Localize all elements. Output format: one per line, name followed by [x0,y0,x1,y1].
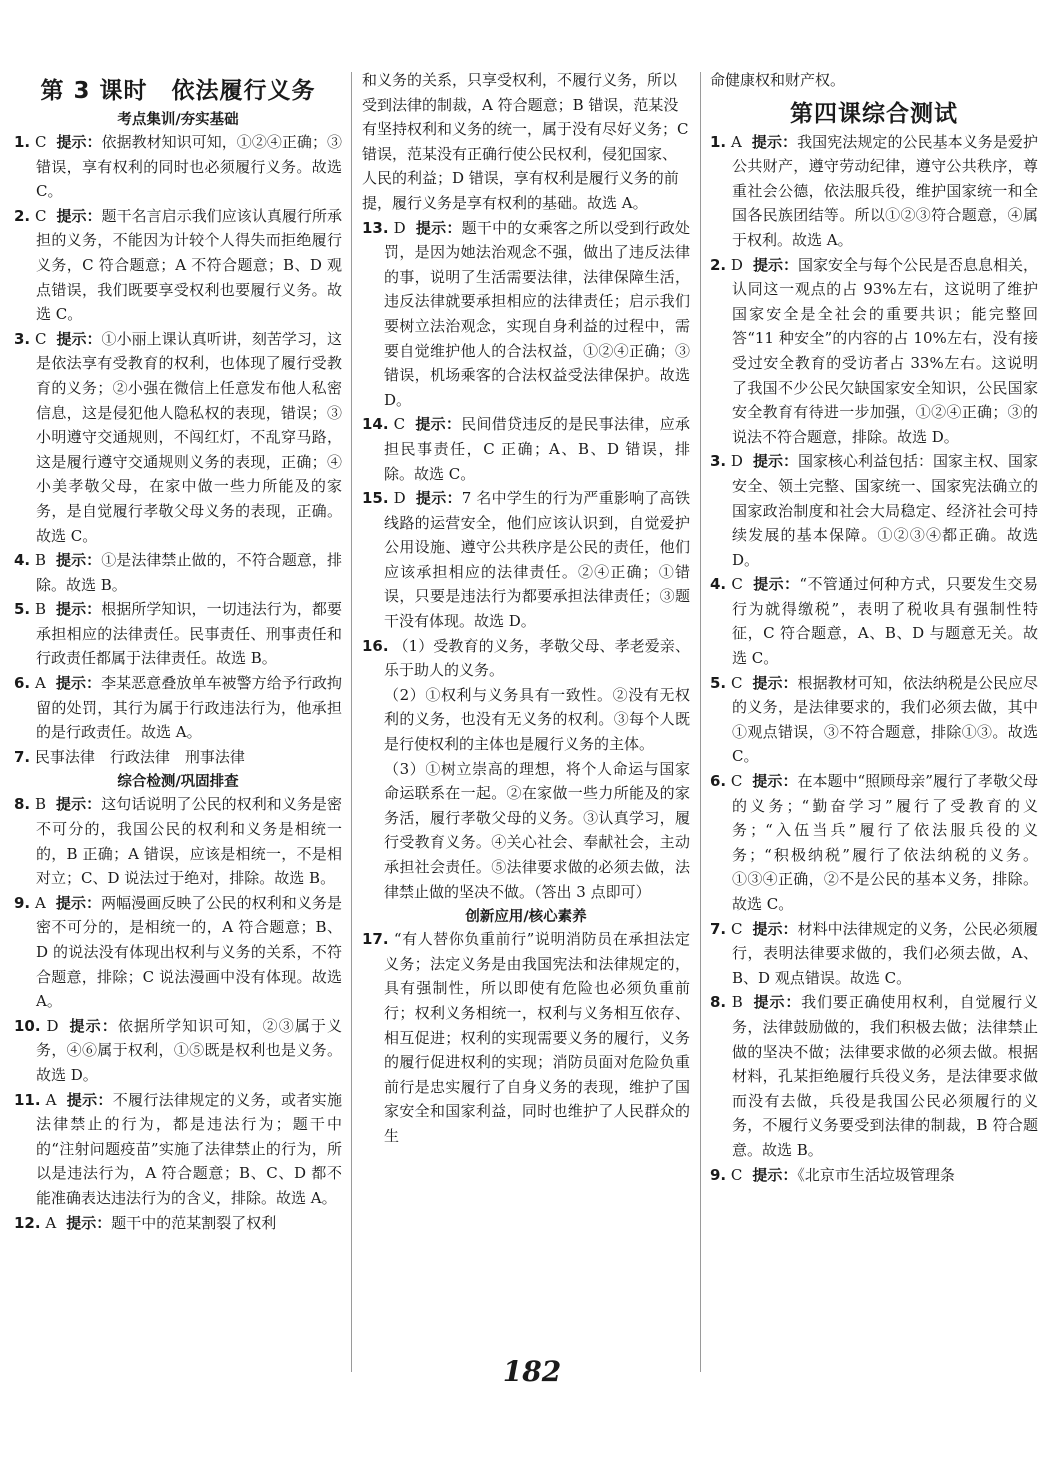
column-2 [362,68,690,1149]
hint-label: 提示： [751,132,798,151]
question-number: 8. [710,993,727,1012]
answer-item [710,572,1038,670]
explanation-text: ①是法律禁止做的，不符合题意，排除。故选 B。 [36,551,342,594]
question-number: 2. [710,255,727,274]
answer-list-innovation [362,927,690,1148]
question-number: 17. [362,930,389,949]
explanation-text: 我国宪法规定的公民基本义务是爱护公共财产，遵守劳动纪律，遵守公共秩序，尊重社会公德，依法服兵役，维护国家统一和全国各民族团结等。所以①②③符合题意，④属于权利。故选 A。 [732,132,1038,249]
answer-choice: D [393,218,406,237]
continued-answer-17: 命健康权和财产权。 [710,71,846,89]
hint-label: 提示： [752,772,798,791]
question-number: 14. [362,415,389,434]
explanation-text: 不履行法律规定的义务，或者实施法律禁止的行为，都是违法行为；题干中的“注射问题疫苗”实施了法律禁止的行为，所以是违法行为，A 符合题意；B、C、D 都不能准确表达违法行为的含义，排除。故选 A。 [36,1090,342,1207]
explanation-text: 民间借贷违反的是民事法律，应承担民事责任，C 正确；A、B、D 错误，排除。故选 C。 [384,415,690,483]
question-number: 8. [14,795,31,814]
question-number: 7. [14,747,31,766]
answer-choice: B [731,993,743,1012]
question-number: 4. [710,575,727,594]
answer-choice: D [730,452,743,471]
hint-label: 提示： [56,133,102,151]
question-number: 11. [14,1090,41,1109]
question-number: 3. [14,329,31,348]
question-number: 12. [14,1213,41,1232]
answer-choice: C [730,772,743,791]
explanation-text: 题干名言启示我们应该认真履行所承担的义务，不能因为计较个人得失而拒绝履行义务，C 符合题意；A 不符合题意；B、D 观点错误，我们既要享受权利也要履行义务。故选 C。 [36,206,342,324]
question-number: 10. [14,1016,41,1035]
hint-label: 提示： [66,1090,113,1109]
hint-label: 提示： [56,551,102,570]
question-number: 13. [362,218,389,237]
question-number: 6. [14,674,31,693]
explanation-text: 题干中的女乘客之所以受到行政处罚，是因为她法治观念不强，做出了违反法律的事，说明了生活需要法律，法律保障生活，违反法律就要承担相应的法律责任；启示我们要树立法治观念，实现自身利益的过程中，需要自觉维护他人的合法权益，①②④正确；③错误，机场乘客的合法权益受法律保护。故选 D。 [384,218,690,409]
continued-answer-12: 和义务的关系，只享受权利，不履行义务，所以受到法律的制裁，A 符合题意；B 错误，范某没有坚持权利和义务的统一，属于没有尽好义务；C 错误，范某没有正确行使公民权利，侵犯国家、人民的利益；D 错误，享有权利是履行义务的前提，履行义务是享有权利的基础。故选 A。 [362,71,689,212]
answer-item [710,990,1038,1162]
explanation-text: “不管通过何种方式，只要发生交易行为就得缴税”，表明了税收具有强制性特征，C 符合题意，A、B、D 与题意无关。故选 C。 [732,575,1038,668]
answer-choice: C [34,133,47,151]
answer-choice: A [34,674,46,693]
answer-item [362,634,690,683]
answer-item [14,130,342,204]
page-number: 182 [502,1355,562,1388]
question-number: 4. [14,551,31,570]
hint-label: 提示： [415,415,462,434]
q16-part-2: （2）①权利与义务具有一致性。②没有无权利的义务，也没有无义务的权利。③每个人既是行使权利的主体也是履行义务的主体。 [384,685,690,754]
answer-item [14,1014,342,1088]
explanation-text: 依据教材知识可知，①②④正确；③错误，享有权利的同时也必须履行义务。故选 C。 [36,133,342,201]
answer-item [710,253,1038,450]
answer-item [14,327,342,548]
answer-list-col2 [362,216,690,683]
answer-choice: A [730,132,742,151]
explanation-text: 民事法律 行政法律 刑事法律 [34,747,245,766]
answer-choice: C [393,415,406,434]
question-number: 6. [710,772,727,791]
answer-item [710,130,1038,253]
answer-choice: C [731,575,743,594]
hint-label: 提示： [415,218,462,237]
answer-choice: D [46,1016,59,1035]
hint-label: 提示： [56,600,102,619]
hint-label: 提示： [56,795,102,814]
answer-list-review [14,792,342,1235]
explanation-text: 《北京市生活垃圾管理条 [797,1165,955,1184]
explanation-text: 李某恶意叠放单车被警方给予行政拘留的处罚，其行为属于行政违法行为，他承担的是行政责任。故选 A。 [36,674,342,742]
answer-choice: B [34,551,46,570]
answer-item [14,204,342,327]
hint-label: 提示： [752,673,798,692]
explanation-text: 7 名中学生的行为严重影响了高铁线路的运营安全，他们应该认识到，自觉爱护公用设施、遵守公共秩序是公民的责任，他们应该承担相应的法律责任。②④正确；①错误，只要是违法行为都要承担法律责任；③题干没有体现。故选 D。 [384,489,690,631]
answer-item [362,927,690,1148]
answer-item [14,597,342,671]
explanation-text: 题干中的范某割裂了权利 [111,1213,277,1232]
hint-label: 提示： [56,206,102,225]
explanation-text: 材料中法律规定的义务，公民必须履行，表明法律要求做的，我们必须去做，A、B、D 观点错误。故选 C。 [732,919,1038,987]
explanation-text: （1）受教育的义务，孝敬父母、孝老爱亲、乐于助人的义务。 [384,636,690,680]
answer-item [14,548,342,597]
hint-label: 提示： [752,919,798,938]
question-number: 2. [14,206,31,225]
question-number: 9. [14,893,31,912]
answer-choice: C [730,1165,743,1184]
answer-item [14,671,342,745]
answer-choice: B [34,600,46,619]
chapter-test-title: 第四课综合测试 [790,100,958,127]
answer-item [710,769,1038,917]
hint-label: 提示： [752,575,800,594]
hint-label: 提示： [752,993,802,1012]
explanation-text: ①小丽上课认真听讲，刻苦学习，这是依法享有受教育的权利，也体现了履行受教育的义务；②小强在微信上任意发布他人私密信息，这是侵犯他人隐私权的表现，错误；③小明遵守交通规则，不闯红灯，不乱穿马路，这是履行遵守交通规则义务的表现，正确；④小美孝敬父母，在家中做一些力所能及的家务，是自觉履行孝敬父母义务的表现，正确。故选 C。 [36,329,342,545]
question-number: 16. [362,636,389,655]
q16-part-3: （3）①树立崇高的理想，将个人命运与国家命运联系在一起。②在家做一些力所能及的家务活，履行孝敬父母的义务。③认真学习，履行受教育义务。④关心社会、奉献社会，主动承担社会责任。⑤法律要求做的必须去做，法律禁止做的坚决不做。（答出 3 点即可） [384,759,690,901]
explanation-text: 两幅漫画反映了公民的权利和义务是密不可分的，是相统一的，A 符合题意；B、D 的说法没有体现出权利与义务的关系，不符合题意，排除；C 说法漫画中没有体现。故选 A。 [36,893,342,1011]
question-number: 9. [710,1165,727,1184]
answer-item [14,1088,342,1211]
hint-label: 提示： [66,1213,112,1232]
section-heading-review: 综合检测/巩固排查 [117,774,239,791]
answer-item [710,1163,1038,1188]
answer-choice: D [393,489,406,508]
answer-choice: A [45,1090,57,1109]
answer-choice: B [34,795,46,814]
section-heading-innovation: 创新应用/核心素养 [465,909,587,926]
answer-item [14,1211,342,1236]
lesson-title: 第 3 课时 依法履行义务 [40,78,316,104]
answer-choice: C [34,329,47,348]
question-number: 5. [14,600,31,619]
hint-label: 提示： [55,893,102,912]
answer-list-chapter-test [710,130,1038,1188]
question-number: 15. [362,489,389,508]
explanation-text: 根据所学知识，一切违法行为，都要承担相应的法律责任。民事责任、刑事责任和行政责任都属于法律责任。故选 B。 [36,600,342,668]
answer-choice: A [34,893,46,912]
answer-choice: A [45,1213,57,1232]
explanation-text: “有人替你负重前行”说明消防员在承担法定义务；法定义务是由我国宪法和法律规定的，具有强制性，所以即使有危险也必须负重前行；权利义务相统一，权利与义务相互依存、相互促进；权利的实现需要义务的履行，义务的履行促进权利的实现；消防员面对危险负重前行是忠实履行了自身义务的表现，维护了国家安全和国家利益，同时也维护了人民群众的生 [384,930,690,1145]
column-divider-left [351,72,352,1372]
answer-item [362,412,690,486]
hint-label: 提示： [752,452,798,471]
explanation-text: 这句话说明了公民的权利和义务是密不可分的，我国公民的权利和义务是相统一的，B 正确；A 错误，应该是相统一，不是相对立；C、D 说法过于绝对，排除。故选 B。 [36,795,342,888]
explanation-text: 根据教材可知，依法纳税是公民应尽的义务，是法律要求的，我们必须去做，其中①观点错误，③不符合题意，排除①③。故选 C。 [732,673,1038,766]
explanation-text: 依据所学知识可知，②③属于义务，④⑥属于权利，①⑤既是权利也是义务。故选 D。 [36,1016,342,1084]
hint-label: 提示： [415,489,462,508]
hint-label: 提示： [752,255,798,274]
answer-item [710,917,1038,991]
answer-item [14,792,342,890]
column-divider-right [700,72,701,1372]
explanation-text: 国家安全与每个公民是否息息相关，认同这一观点的占 93%左右，这说明了维护国家安全是全社会的重要共识；能完整回答“11 种安全”的内容的占 10%左右，没有接受过安全教育的受访者占 33%左右。这说明了我国不少公民欠缺国家安全知识，公民国家安全教育有待进一步加强，①②④正确；③的说法不符合题意，排除。故选 D。 [732,255,1038,446]
question-number: 5. [710,673,727,692]
answer-choice: C [34,206,47,225]
answer-item [362,216,690,413]
explanation-text: 国家核心利益包括：国家主权、国家安全、领土完整、国家统一、国家宪法确立的国家政治制度和社会大局稳定、经济社会可持续发展的基本保障。①②③④都正确。故选 D。 [732,452,1038,569]
answer-list-basics [14,130,342,769]
hint-label: 提示： [68,1016,118,1035]
answer-item [710,449,1038,572]
column-1 [14,68,342,1235]
column-3 [710,68,1038,1187]
hint-label: 提示： [56,329,102,348]
question-number: 3. [710,452,727,471]
question-number: 1. [710,132,727,151]
question-number: 1. [14,133,31,151]
answer-choice: C [730,673,743,692]
answer-item [362,486,690,634]
hint-label: 提示： [752,1165,798,1184]
answer-choice: D [730,255,743,274]
hint-label: 提示： [55,674,102,693]
answer-item [14,891,342,1014]
answer-item [14,745,342,770]
answer-item [710,671,1038,769]
question-number: 7. [710,919,727,938]
explanation-text: 在本题中“照顾母亲”履行了孝敬父母的义务；“勤奋学习”履行了受教育的义务；“入伍当兵”履行了依法服兵役的义务；“积极纳税”履行了依法纳税的义务。①③④正确，②不是公民的基本义务，排除。故选 C。 [732,772,1038,913]
answer-choice: C [730,919,743,938]
section-heading-basics: 考点集训/夯实基础 [117,112,239,128]
explanation-text: 我们要正确使用权利，自觉履行义务，法律鼓励做的，我们积极去做；法律禁止做的坚决不做；法律要求做的必须去做。根据材料，孔某拒绝履行兵役义务，是法律要求做而没有去做，兵役是我国公民必须履行的义务，不履行义务要受到法律的制裁，B 符合题意。故选 B。 [732,993,1038,1159]
